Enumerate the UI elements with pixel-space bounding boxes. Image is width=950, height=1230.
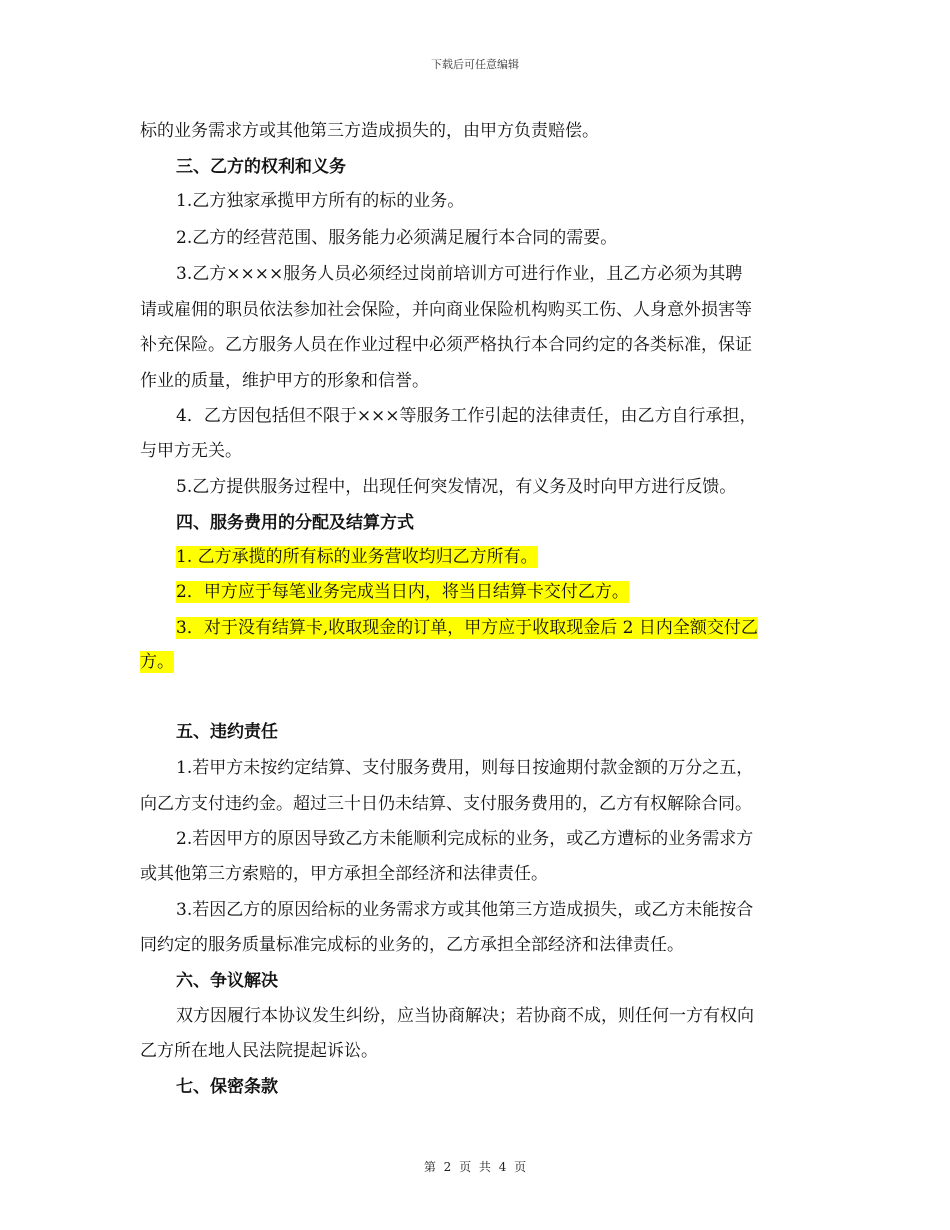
paragraph-line: 请或雇佣的职员依法参加社会保险，并向商业保险机构购买工伤、人身意外损害等 — [140, 300, 752, 320]
paragraph-line: 向乙方支付违约金。超过三十日仍未结算、支付服务费用的，乙方有权解除合同。 — [140, 794, 752, 814]
section-heading: 五、违约责任 — [176, 722, 278, 742]
paragraph-line: 同约定的服务质量标准完成标的业务的，乙方承担全部经济和法律责任。 — [140, 935, 684, 955]
paragraph-line: 4．乙方因包括但不限于×××等服务工作引起的法律责任，由乙方自行承担， — [176, 406, 757, 426]
highlighted-line: 方。 — [140, 652, 174, 672]
paragraph-line: 1.乙方独家承揽甲方所有的标的业务。 — [176, 191, 465, 211]
paragraph-line: 作业的质量，维护甲方的形象和信誉。 — [140, 371, 429, 391]
paragraph-line: 补充保险。乙方服务人员在作业过程中必须严格执行本合同约定的各类标准，保证 — [140, 335, 752, 355]
section-heading: 六、争议解决 — [176, 971, 278, 991]
paragraph-line: 2.乙方的经营范围、服务能力必须满足履行本合同的需要。 — [176, 228, 618, 248]
highlighted-line: 1. 乙方承揽的所有标的业务营收均归乙方所有。 — [176, 547, 538, 567]
paragraph-line: 3.乙方××××服务人员必须经过岗前培训方可进行作业，且乙方必须为其聘 — [176, 264, 743, 284]
page-footer: 第 2 页 共 4 页 — [423, 1160, 527, 1174]
page-header: 下载后可任意编辑 — [431, 58, 519, 71]
paragraph-line: 与甲方无关。 — [140, 441, 242, 461]
paragraph-line: 2.若因甲方的原因导致乙方未能顺利完成标的业务，或乙方遭标的业务需求方 — [176, 829, 754, 849]
paragraph-line: 双方因履行本协议发生纠纷，应当协商解决；若协商不成，则任何一方有权向 — [176, 1006, 754, 1026]
paragraph-line: 3.若因乙方的原因给标的业务需求方或其他第三方造成损失，或乙方未能按合 — [176, 900, 754, 920]
paragraph-line: 乙方所在地人民法院提起诉讼。 — [140, 1041, 378, 1061]
highlighted-line: 3．对于没有结算卡,收取现金的订单，甲方应于收取现金后 2 日内全额交付乙 — [176, 618, 758, 638]
section-heading: 七、保密条款 — [176, 1077, 278, 1097]
paragraph-line: 或其他第三方索赔的，甲方承担全部经济和法律责任。 — [140, 864, 548, 884]
paragraph-line: 1.若甲方未按约定结算、支付服务费用，则每日按逾期付款金额的万分之五， — [176, 758, 754, 778]
section-heading: 三、乙方的权利和义务 — [176, 157, 346, 177]
paragraph-line: 标的业务需求方或其他第三方造成损失的，由甲方负责赔偿。 — [140, 121, 599, 141]
highlighted-line: 2．甲方应于每笔业务完成当日内，将当日结算卡交付乙方。 — [176, 582, 629, 602]
section-heading: 四、服务费用的分配及结算方式 — [176, 513, 414, 533]
paragraph-line: 5.乙方提供服务过程中，出现任何突发情况，有义务及时向甲方进行反馈。 — [176, 477, 737, 497]
